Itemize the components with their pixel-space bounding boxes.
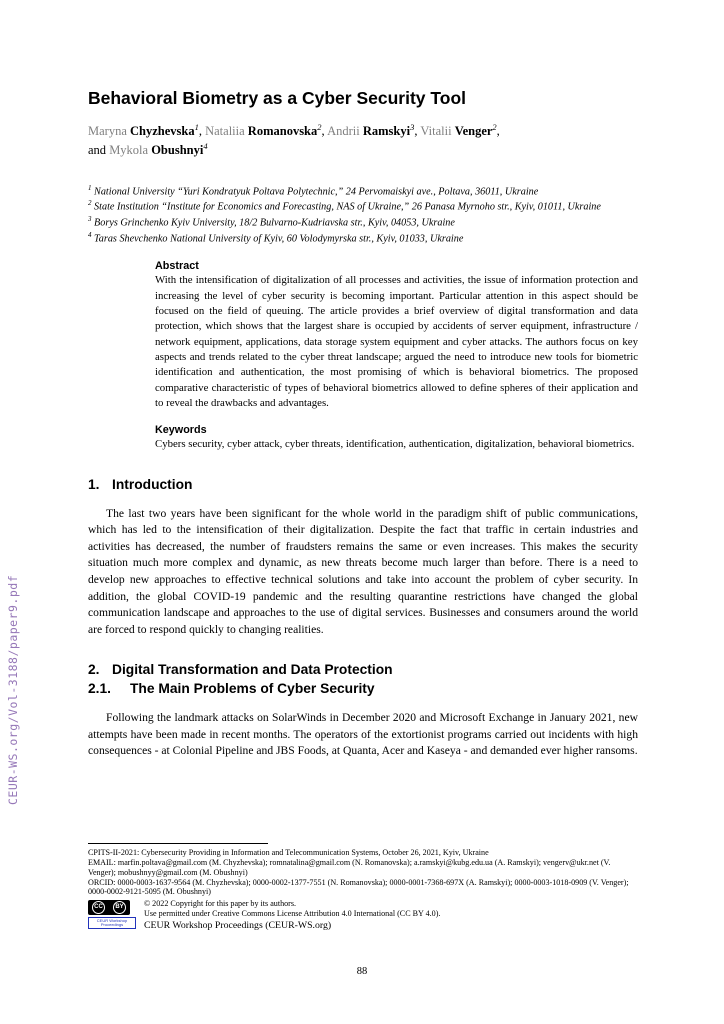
affiliation-line: $^4$ Taras Shevchenko National University of Kyiv, 60 Volodymyrska str., Kyiv, 01033, Ukraine xyxy=(88,230,464,245)
affiliations-list xyxy=(88,184,638,247)
section-heading-main-problems xyxy=(88,681,638,696)
footnote-line: ORCID: 0000-0003-1637-9564 (M. Chyzhevska); 0000-0002-1377-7551 (N. Romanovska); 0000-0001-7368-697X (A. Ramskyi); 0000-0003-1018-0909 (V. Venger); 0000-0002-9121-5095 (M. Obushnyi) xyxy=(88,877,629,897)
paper-title: Behavioral Biometry as a Cyber Security Tool xyxy=(88,88,467,108)
affiliation-line: $^3$ Borys Grinchenko Kyiv University, 18/2 Bulvarno-Kudriavska str., Kyiv, 04053, Ukraine xyxy=(88,215,455,229)
footnote-line: CPITS-II-2021: Cybersecurity Providing in Information and Telecommunication Systems, October 26, 2021, Kyiv, Ukraine xyxy=(88,848,489,857)
keywords-heading: Keywords xyxy=(155,424,207,437)
footnote-area xyxy=(88,843,640,931)
affiliation-line: $^2$ State Institution “Institute for Economics and Forecasting, NAS of Ukraine,” 26 Panasa Myrnoho str., Kyiv, 01011, Ukraine xyxy=(88,199,601,213)
keywords-text: Cybers security, cyber attack, cyber threats, identification, authentication, digitalization, behavioral biometrics. xyxy=(155,438,635,451)
abstract-block xyxy=(155,260,638,411)
cyber-security-paragraph: Following the landmark attacks on SolarWinds in December 2020 and Microsoft Exchange in January 2021, new attempts have been made in recent months. The operators of the extortionist programs carried out incidents with high consequences - at Colonial Pipeline and JBS Foods, at Quanta, Acer and Kaseya - and demanded ever higher ransoms. xyxy=(88,711,638,758)
footnote-lines xyxy=(88,848,640,897)
paper-content xyxy=(88,0,638,760)
ceur-proceedings-line: CEUR Workshop Proceedings (CEUR-WS.org) xyxy=(144,920,332,932)
section-label: Digital Transformation and Data Protection xyxy=(112,662,393,678)
section-number: 2.1. xyxy=(88,681,112,697)
section-heading-introduction xyxy=(88,477,638,492)
author-line: Maryna Chyzhevska$^1$, Nataliia Romanovska$^2$, Andrii Ramskyi$^3$, Vitalii Venger$^2$, and Mykola Obushnyi$^4$ xyxy=(88,122,500,158)
license-text xyxy=(144,899,440,931)
introduction-paragraph: The last two years have been significant for the whole world in the paradigm shift of public communications, which has led to the intensification of their digitalization. Despite the fact that traffic in certain industries and activities has decreased, the number of fraudsters remains the same or even increases. This makes the security situation much more complex and dynamic, as new threats become much larger than before. There is a need to develop new approaches to effective technical solutions and take into account the problem of cyber security. In addition, the global COVID-19 pandemic and the resulting quarantine restrictions have changed the global communication landscape and approaches to the use of digital services. Businesses and consumers around the world are forced to respond quickly to changing realities. xyxy=(88,506,638,636)
section-number: 1. xyxy=(88,476,100,492)
abstract-text: With the intensification of digitalization of all processes and activities, the issue of information protection and increasing the level of cyber security is becoming important. Particular attention in this aspect should be focused on the field of queuing. The article provides a brief overview of digital transformation and data protection, which shows that the largest share is occupied by accidents of server equipment, infrastructure / network equipment, applications, data storage system equipment and cyber attacks. The authors focus on key aspects and trends related to the cyber threat landscape; argued the need to introduce new tools for biometric identification and authentication, the most promising of which is behavioral biometrics. The proposed comparative characteristic of types of behavioral biometrics allowed to define spheres of their application and to reveal the drawbacks and advantages. xyxy=(155,274,638,409)
abstract-heading: Abstract xyxy=(155,260,199,273)
copyright-line: © 2022 Copyright for this paper by its authors. xyxy=(144,899,297,909)
ceur-volume-watermark: CEUR-WS.org/Vol-3188/paper9.pdf xyxy=(6,574,20,805)
section-heading-digital-transformation xyxy=(88,662,638,677)
footnote-divider xyxy=(88,843,268,844)
affiliation-line: $^1$ National University “Yuri Kondratyuk Poltava Polytechnic,” 24 Pervomaiskyi ave., Poltava, 36011, Ukraine xyxy=(88,183,539,198)
ceur-ws-logo: CEUR Workshop Proceedings xyxy=(88,917,136,929)
license-badges xyxy=(88,899,144,931)
section-label: The Main Problems of Cyber Security xyxy=(130,681,375,697)
keywords-block xyxy=(155,424,638,452)
license-line: Use permitted under Creative Commons License Attribution 4.0 International (CC BY 4.0). xyxy=(144,909,441,919)
cc-icon: CC xyxy=(92,901,105,914)
by-person-icon: BY xyxy=(113,901,126,914)
page-number: 88 xyxy=(356,966,368,977)
section-number: 2. xyxy=(88,662,100,678)
section-label: Introduction xyxy=(112,476,193,492)
license-row xyxy=(88,899,640,931)
footnote-line: EMAIL: marfin.poltava@gmail.com (M. Chyzhevska); romnatalina@gmail.com (N. Romanovska); a.ramskyi@kubg.edu.ua (A. Ramskyi); vengerv@ukr.net (V. Venger); mobushnyy@gmail.com (M. Obushnyi) xyxy=(88,857,611,877)
cc-by-license-icon xyxy=(88,900,130,915)
